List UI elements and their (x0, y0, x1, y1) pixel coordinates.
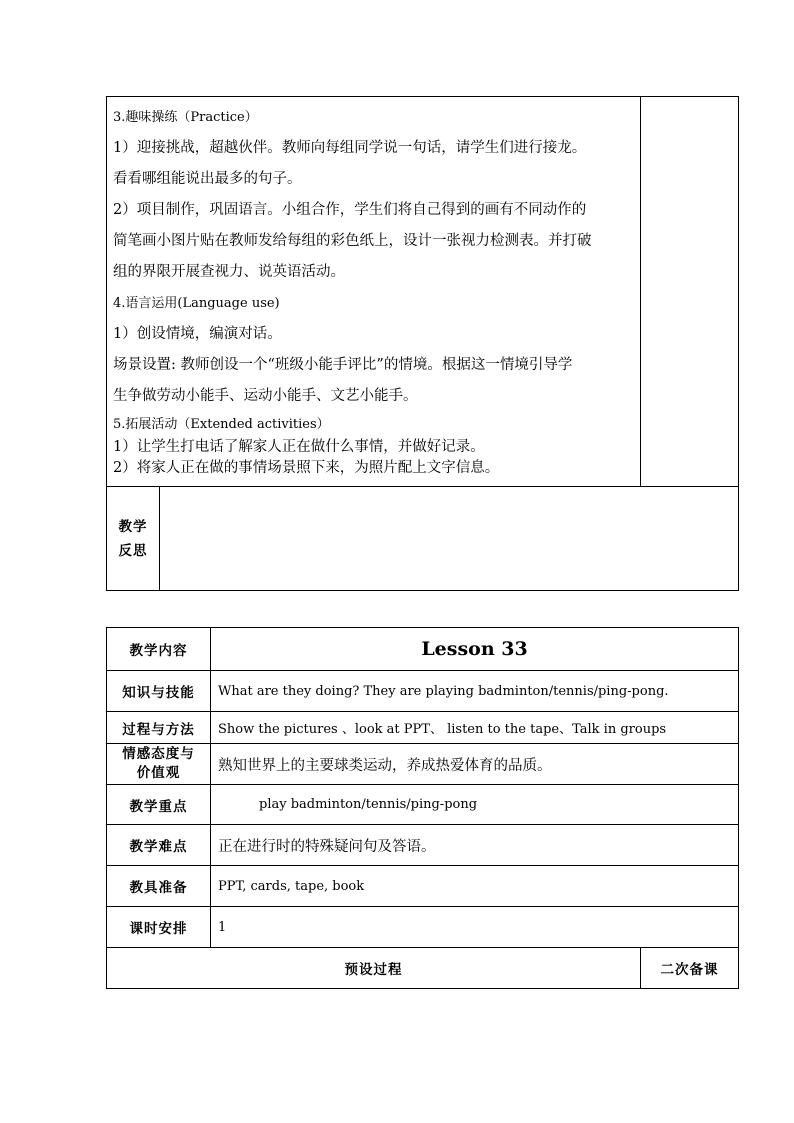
method-row (107, 712, 739, 744)
row-value: What are they doing? They are playing badminton/tennis/ping-pong. (211, 671, 739, 712)
row-value: 正在进行时的特殊疑问句及答语。 (211, 825, 739, 866)
attitude-row (107, 744, 739, 785)
process-label: 预设过程 (107, 948, 641, 989)
language-use-line: 场景设置: 教师创设一个“班级小能手评比”的情境。根据这一情境引导学 (113, 357, 573, 373)
reflection-label (107, 487, 160, 591)
language-use-line: 生争做劳动小能手、运动小能手、文艺小能手。 (113, 388, 418, 404)
practice-line: 1）迎接挑战，超越伙伴。教师向每组同学说一句话，请学生们进行接龙。 (113, 140, 587, 156)
lesson-title: Lesson 33 (211, 628, 739, 671)
secondary-prep-cell (641, 97, 739, 487)
practice-line: 2）项目制作，巩固语言。小组合作，学生们将自己得到的画有不同动作的 (113, 202, 587, 218)
activities-cell (107, 97, 641, 487)
extended-heading: 5.拓展活动（Extended activities） (113, 417, 330, 432)
practice-line: 组的界限开展查视力、说英语活动。 (113, 264, 345, 280)
reflection-content (160, 487, 739, 591)
practice-line: 看看哪组能说出最多的句子。 (113, 171, 302, 187)
row-label: 过程与方法 (107, 712, 211, 744)
row-value: Show the pictures 、look at PPT、 listen to the tape、Talk in groups (211, 712, 739, 744)
row-label: 教具准备 (107, 866, 211, 907)
reflection-label-line1: 教学 (118, 518, 148, 535)
row-label: 知识与技能 (107, 671, 211, 712)
row-label-line1: 情感态度与 (122, 746, 195, 762)
materials-row (107, 866, 739, 907)
lesson-content-row (107, 628, 739, 671)
row-label-line2: 价值观 (136, 765, 181, 781)
previous-lesson-table (106, 96, 739, 591)
row-value: PPT, cards, tape, book (211, 866, 739, 907)
row-value: 熟知世界上的主要球类运动，养成热爱体育的品质。 (211, 744, 739, 785)
schedule-row (107, 907, 739, 948)
row-value: play badminton/tennis/ping-pong (211, 785, 739, 825)
lesson-plan-table (106, 627, 739, 989)
knowledge-row (107, 671, 739, 712)
activities-row (107, 97, 739, 487)
secondary-prep-label: 二次备课 (641, 948, 739, 989)
row-label (107, 744, 211, 785)
reflection-row (107, 487, 739, 591)
reflection-label-line2: 反思 (118, 542, 148, 559)
extended-line: 2）将家人正在做的事情场景照下来，为照片配上文字信息。 (113, 460, 500, 476)
practice-heading: 3.趣味操练（Practice） (113, 110, 258, 125)
language-use-line: 1）创设情境，编演对话。 (113, 326, 282, 342)
practice-line: 简笔画小图片贴在教师发给每组的彩色纸上，设计一张视力检测表。并打破 (113, 233, 592, 249)
process-header-row (107, 948, 739, 989)
difficulty-row (107, 825, 739, 866)
row-label: 教学难点 (107, 825, 211, 866)
key-point-row (107, 785, 739, 825)
extended-line: 1）让学生打电话了解家人正在做什么事情，并做好记录。 (113, 439, 485, 455)
row-value: 1 (211, 907, 739, 948)
language-use-heading: 4.语言运用(Language use) (113, 296, 280, 311)
row-label: 课时安排 (107, 907, 211, 948)
row-label: 教学重点 (107, 785, 211, 825)
row-label: 教学内容 (107, 628, 211, 671)
